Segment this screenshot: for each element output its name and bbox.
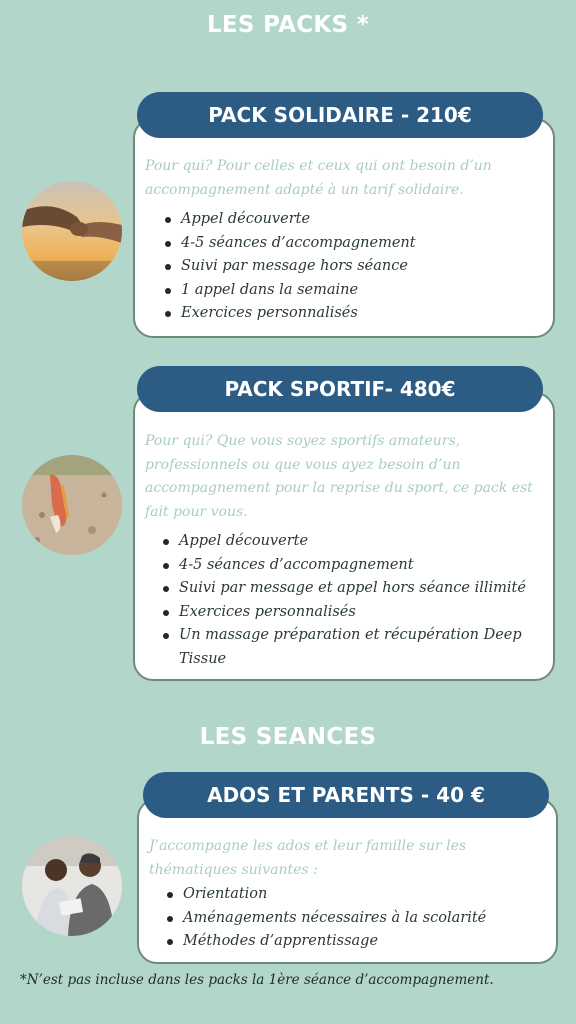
list-item: Exercices personnalisés [163,302,543,326]
list-item: Orientation [165,883,550,907]
list-item: 4-5 séances d’accompagnement [163,232,543,256]
list-item: Méthodes d’apprentissage [165,930,550,954]
list-item: Un massage préparation et récupération Deep Tissue [161,624,546,671]
ados-parents-intro: J’accompagne les ados et leur famille sur les thématiques suivantes : [149,838,467,878]
list-item: 4-5 séances d’accompagnement [161,554,546,578]
list-item: Exercices personnalisés [161,601,546,625]
list-item: 1 appel dans la semaine [163,279,543,303]
pack-sportif-title: PACK SPORTIF- 480€ [137,366,543,412]
packs-heading: LES PACKS * [206,12,370,38]
seances-heading: LES SEANCES [199,724,377,750]
parent-teen-photo [22,836,122,936]
pack-sportif-intro: Pour qui? Que vous soyez sportifs amateurs, professionnels ou que vous ayez besoin d’un accompagnement pour la reprise du sport, ce pack est fait pour vous. [145,433,533,520]
pack-solidaire-items [163,208,543,326]
list-item: Suivi par message hors séance [163,255,543,279]
list-item: Suivi par message et appel hors séance illimité [161,577,546,601]
list-item: Appel découverte [163,208,543,232]
running-shoe-photo [22,455,122,555]
holding-hands-photo [22,181,122,281]
ados-parents-title: ADOS ET PARENTS - 40 € [143,772,549,818]
list-item: Appel découverte [161,530,546,554]
list-item: Aménagements nécessaires à la scolarité [165,907,550,931]
pack-sportif-items [161,530,546,671]
pack-solidaire-intro: Pour qui? Pour celles et ceux qui ont besoin d’un accompagnement adapté à un tarif solidaire. [145,158,492,198]
footnote: *N’est pas incluse dans les packs la 1ère séance d’accompagnement. [20,972,494,988]
pack-solidaire-title: PACK SOLIDAIRE - 210€ [137,92,543,138]
ados-parents-items [165,883,550,954]
